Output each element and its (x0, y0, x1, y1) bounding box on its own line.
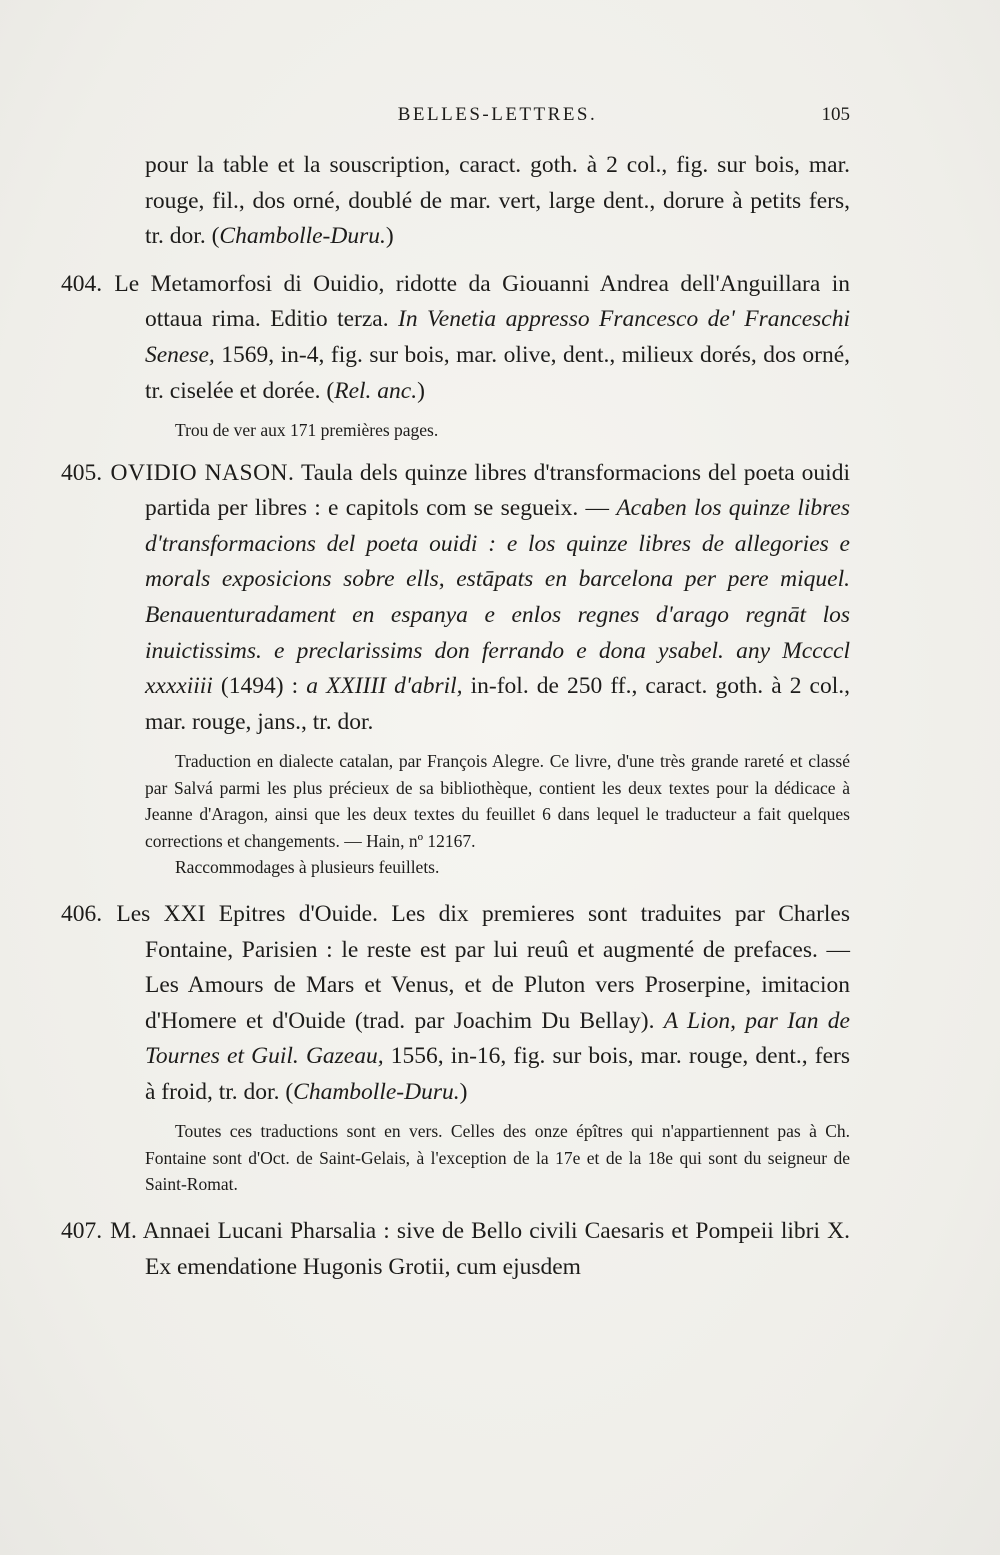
entry-title: M. Annaei Lucani Pharsalia : sive de Bello civili Caesaris et Pompeii libri X. Ex emendatione Hugonis Grotii, cum ejusdem (103, 1217, 850, 1280)
entry-date: a XXIIII d'abril, (306, 673, 463, 700)
entry-author: OVIDIO NASON. (103, 459, 295, 486)
entry-description: in-fol. de 250 ff., caract. goth. à 2 col., mar. rouge, jans., tr. dor. (145, 673, 850, 735)
entry-406-note: Toutes ces traductions sont en vers. Celles des onze épîtres qui n'appartiennent pas à Ch. Fontaine sont d'Oct. de Saint-Gelais, à l'exception de la 17e et de la 18e qui sont du seigneur de Saint-Romat. (145, 1121, 850, 1195)
entry-404: 404. Le Metamorfosi di Ouidio, ridotte da Giouanni Andrea dell'Anguillara in ottaua rima. Editio terza. In Venetia appresso Francesco de' Franceschi Senese, 1569, in-4, fig. sur bois, mar. olive, dent., milieux dorés, dos orné, tr. ciselée et dorée. (Rel. anc.) (61, 270, 850, 404)
entry-imprint: A Lion, par Ian de Tournes et Guil. Gazeau, (145, 1007, 850, 1070)
entry-405: 405. OVIDIO NASON. Taula dels quinze libres d'transformacions del poeta ouidi partida per libres : e capitols com se segueix. — Acaben los quinze libres d'transformacions del poeta ouidi : e los quinze libres de allegories e morals exposicions sobre ells, estāpats en barcelona per pere miquel. Benauenturadament en espanya e enlos regnes d'arago regnāt los inuictissims. e preclarissims don ferrando e dona ysabel. any Mccccl xxxxiiii (1494) : a XXIIII d'abril, in-fol. de 250 ff., caract. goth. à 2 col., mar. rouge, jans., tr. dor. (61, 459, 850, 735)
entry-close: ) (459, 1078, 468, 1105)
entry-close: ) (417, 377, 425, 404)
entry-description: 1556, in-16, fig. sur bois, mar. rouge, dent., fers à froid, tr. dor. ( (145, 1043, 850, 1105)
entry-405-note: Traduction en dialecte catalan, par François Alegre. Ce livre, d'une très grande rareté et classé par Salvá parmi les plus précieux de sa bibliothèque, contient les deux textes pour la dédicace à Jeanne d'Aragon, ainsi que les deux textes du feuillet 6 dans lequel le traducteur a fait quelques corrections et changements. — Hain, nº 12167. (145, 751, 850, 851)
page-header (145, 100, 850, 132)
entry-title: Taula dels quinze libres d'transformacions del poeta ouidi partida per libres : e capitols com se segueix. — (145, 459, 850, 522)
entry-title: Le Metamorfosi di Ouidio, ridotte da Giouanni Andrea dell'Anguillara in ottaua rima. Editio terza. (103, 270, 850, 333)
entry-406: 406. Les XXI Epitres d'Ouide. Les dix premieres sont traduites par Charles Fontaine, Parisien : le reste est par lui reuû et augmenté de prefaces. — Les Amours de Mars et Venus, et de Pluton vers Proserpine, imitacion d'Homere et d'Ouide (trad. par Joachim Du Bellay). A Lion, par Ian de Tournes et Guil. Gazeau, 1556, in-16, fig. sur bois, mar. rouge, dent., fers à froid, tr. dor. (Chambolle-Duru.) (61, 900, 850, 1105)
running-head: BELLES-LETTRES. (397, 104, 598, 125)
binder-name: Chambolle-Duru. (219, 223, 386, 250)
page-body (61, 148, 850, 1285)
entry-title: Les XXI Epitres d'Ouide. Les dix premieres sont traduites par Charles Fontaine, Parisien : le reste est par lui reuû et augmenté de prefaces. — Les Amours de Mars et Venus, et de Pluton vers Proserpine, imitacion d'Homere et d'Ouide (trad. par Joachim Du Bellay). (103, 900, 850, 1034)
page-number: 105 (821, 104, 850, 125)
entry-407: 407. M. Annaei Lucani Pharsalia : sive de Bello civili Caesaris et Pompeii libri X. Ex emendatione Hugonis Grotii, cum ejusdem (61, 1217, 850, 1280)
continuation-paragraph (145, 148, 850, 255)
binder-name: Chambolle-Duru. (293, 1078, 460, 1105)
binder-name: Rel. anc. (334, 377, 418, 404)
entry-404-note: Trou de ver aux 171 premières pages. (175, 420, 439, 441)
continuation-text: pour la table et la souscription, caract. goth. à 2 col., fig. sur bois, mar. rouge, fil., dos orné, doublé de mar. vert, large dent., dorure à petits fers, tr. dor. ( (145, 152, 850, 250)
entry-colophon: Acaben los quinze libres d'transformacions del poeta ouidi : e los quinze libres de allegories e morals exposicions sobre ells, estāpats en barcelona per pere miquel. Benauenturadament en espanya e enlos regnes d'arago regnāt los inuictissims. e preclarissims don ferrando e dona ysabel. any Mccccl xxxxiiii (145, 495, 850, 700)
entry-imprint: In Venetia appresso Francesco de' Franceschi Senese, (145, 306, 850, 368)
entry-year: (1494) : (212, 673, 307, 700)
entry-description: 1569, in-4, fig. sur bois, mar. olive, dent., milieux dorés, dos orné, tr. ciselée et dorée. ( (145, 341, 850, 404)
continuation-close: ) (385, 223, 394, 250)
entry-405-note-2: Raccommodages à plusieurs feuillets. (175, 857, 440, 878)
